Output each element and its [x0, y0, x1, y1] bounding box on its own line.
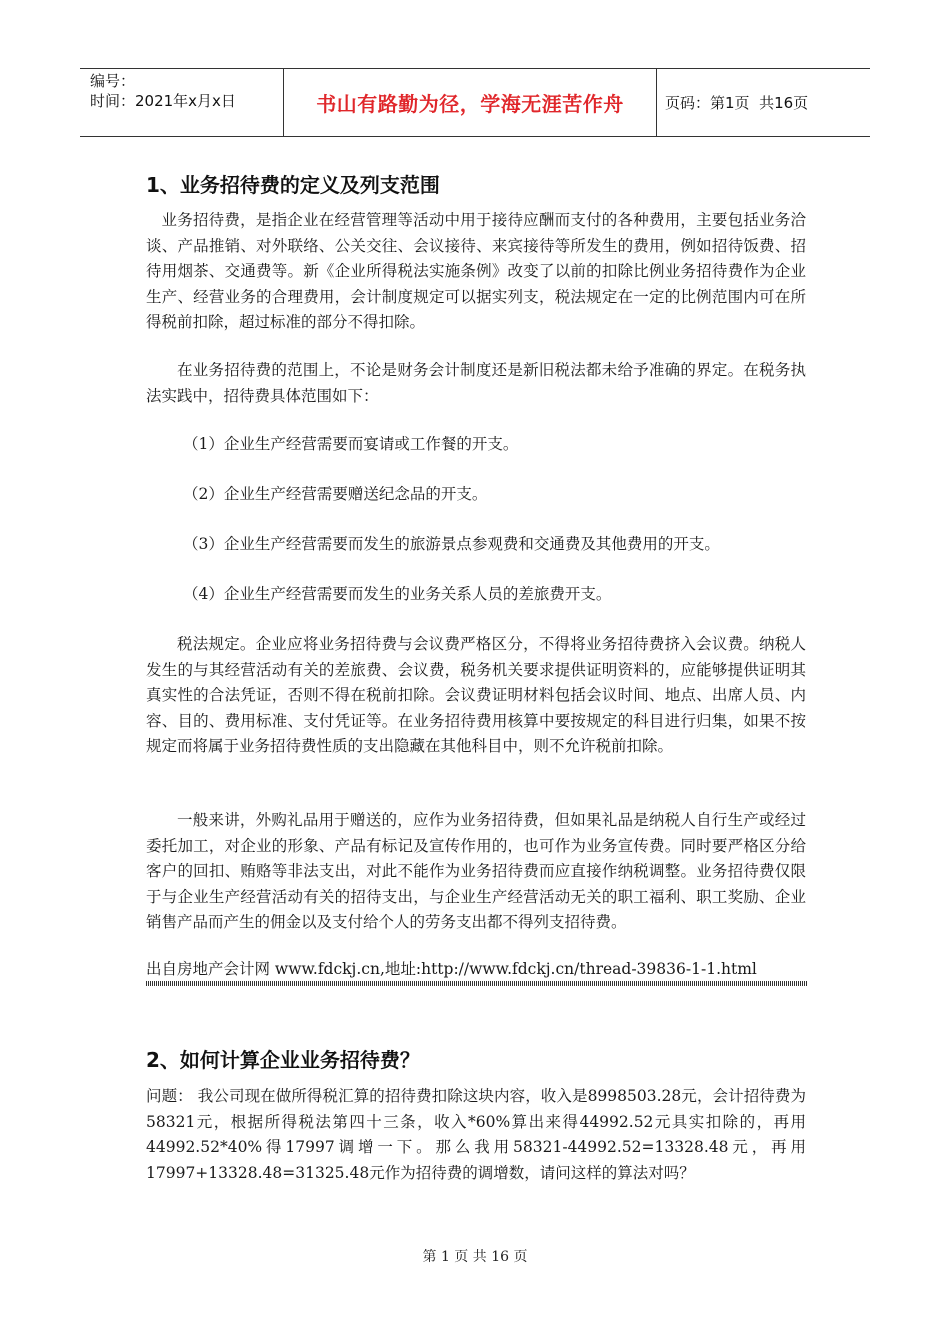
document-header — [80, 68, 870, 137]
dotted-divider — [146, 981, 808, 986]
section1-para2 — [146, 358, 806, 409]
section2-title: 2、如何计算企业业务招待费？ — [146, 1048, 420, 1072]
time-label: 时间：2021年x月x日 — [90, 92, 236, 110]
source-line — [146, 957, 806, 983]
paragraph-text: 在业务招待费的范围上，不论是财务会计制度还是新旧税法都未给予准确的界定。在税务执法实践中，招待费具体范围如下： — [146, 361, 806, 405]
motto-text: 书山有路勤为径，学海无涯苦作舟 — [316, 92, 624, 116]
list-item: （2）企业生产经营需要赠送纪念品的开支。 — [183, 485, 488, 503]
paragraph-text: 税法规定。企业应将业务招待费与会议费严格区分，不得将业务招待费挤入会议费。纳税人发生的与其经营活动有关的差旅费、会议费，税务机关要求提供证明资料的，应能够提供证明其真实性的合法凭证，否则不得在税前扣除。会议费证明材料包括会议时间、地点、出席人员、内容、目的、费用标准、支付凭证等。在业务招待费用核算中要按规定的科目进行归集，如果不按规定而将属于业务招待费性质的支出隐藏在其他科目中，则不允许税前扣除。 — [146, 635, 806, 755]
number-label: 编号： — [90, 72, 136, 90]
section1-para4 — [146, 808, 806, 936]
header-page-cell — [657, 69, 870, 136]
footer-page-number: 第 1 页 共 16 页 — [422, 1249, 528, 1265]
list-item: （4）企业生产经营需要而发生的业务关系人员的差旅费开支。 — [183, 585, 612, 603]
header-meta-cell — [80, 69, 283, 136]
list-item: （1）企业生产经营需要而宴请或工作餐的开支。 — [183, 435, 519, 453]
paragraph-text: 业务招待费，是指企业在经营管理等活动中用于接待应酬而支付的各种费用，主要包括业务洽谈、产品推销、对外联络、公关交往、会议接待、来宾接待等所发生的费用，例如招待饭费、招待用烟茶、交通费等。新《企业所得税法实施条例》改变了以前的扣除比例业务招待费作为企业生产、经营业务的合理费用，会计制度规定可以据实列支，税法规定在一定的比例范围内可在所得税前扣除，超过标准的部分不得扣除。 — [146, 211, 806, 331]
section2-question — [146, 1084, 806, 1186]
section1-title: 1、业务招待费的定义及列支范围 — [146, 173, 440, 197]
section1-para3 — [146, 632, 806, 760]
header-motto-cell — [283, 69, 657, 136]
source-text: 出自房地产会计网 www.fdckj.cn,地址:http://www.fdckj.cn/thread-39836-1-1.html — [146, 960, 757, 978]
page-info: 页码：第1页 共16页 — [665, 94, 809, 112]
question-text: 问题： 我公司现在做所得税汇算的招待费扣除这块内容，收入是8998503.28元，会计招待费为58321元，根据所得税法第四十三条，收入*60%算出来得44992.52元具实扣除的，再用44992.52*40%得17997调增一下。那么我用58321-44992.52=13328.48元，再用17997+13328.48=31325.48元作为招待费的调增数，请问这样的算法对吗？ — [146, 1087, 806, 1182]
list-item: （3）企业生产经营需要而发生的旅游景点参观费和交通费及其他费用的开支。 — [183, 535, 720, 553]
section1-para1 — [146, 208, 806, 336]
paragraph-text: 一般来讲，外购礼品用于赠送的，应作为业务招待费，但如果礼品是纳税人自行生产或经过委托加工，对企业的形象、产品有标记及宣传作用的，也可作为业务宣传费。同时要严格区分给客户的回扣、贿赂等非法支出，对此不能作为业务招待费而应直接作纳税调整。业务招待费仅限于与企业生产经营活动有关的招待支出，与企业生产经营活动无关的职工福利、职工奖励、企业销售产品而产生的佣金以及支付给个人的劳务支出都不得列支招待费。 — [146, 811, 806, 931]
page-footer — [0, 1246, 950, 1266]
